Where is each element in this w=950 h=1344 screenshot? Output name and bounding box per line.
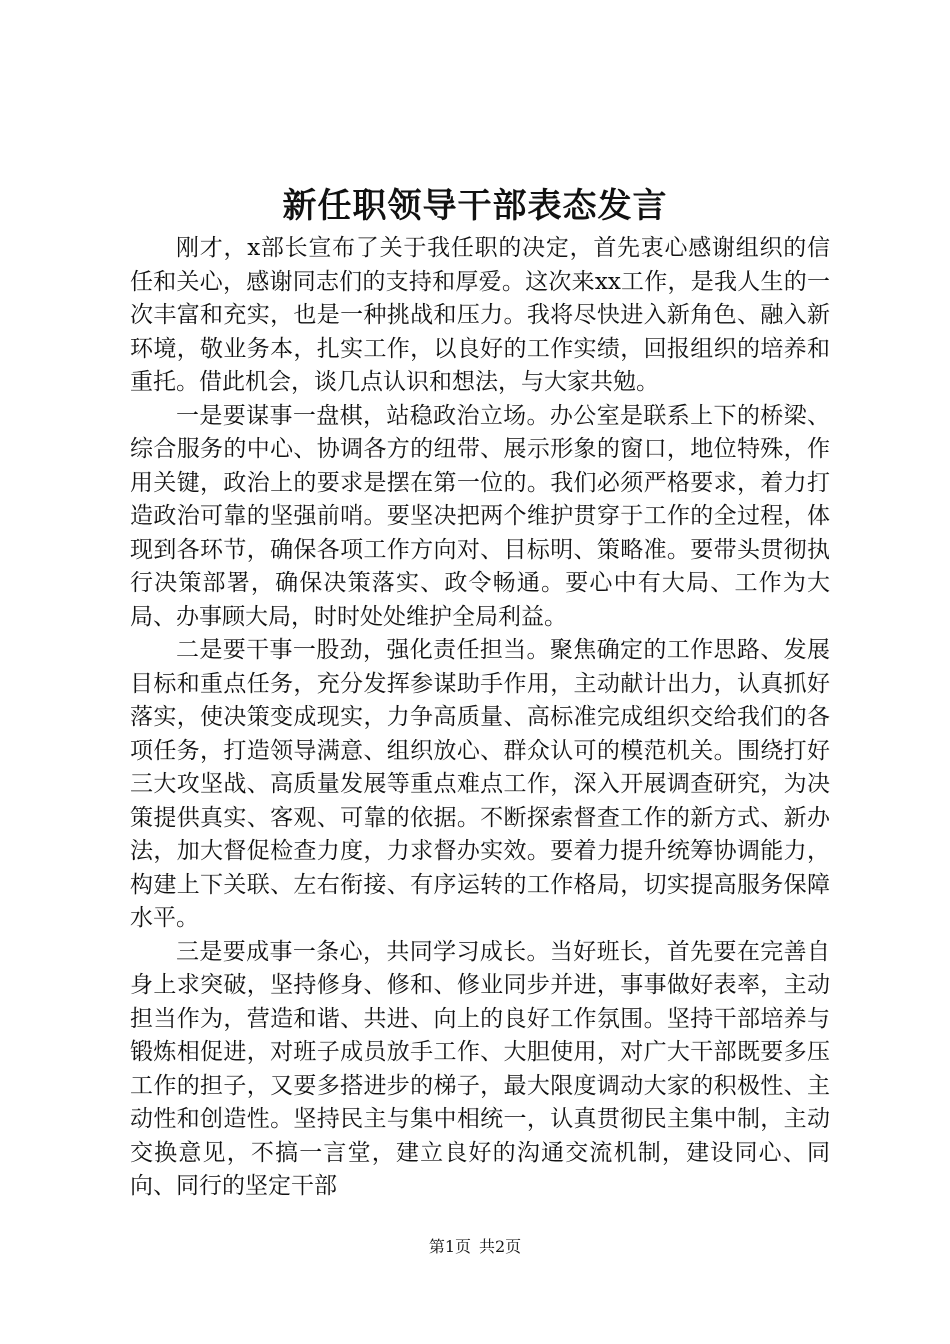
paragraph-point-two: 二是要干事一股劲，强化责任担当。聚焦确定的工作思路、发展目标和重点任务，充分发挥参谋助手作用，主动献计出力，认真抓好落实，使决策变成现实，力争高质量、高标准完成组织交给我们的各项任务，打造领导满意、组织放心、群众认可的模范机关。围绕打好三大攻坚战、高质量发展等重点难点工作，深入开展调查研究，为决策提供真实、客观、可靠的依据。不断探索督查工作的新方式、新办法，加大督促检查力度，力求督办实效。要着力提升统筹协调能力，构建上下关联、左右衔接、有序运转的工作格局，切实提高服务保障水平。 xyxy=(130,637,830,931)
paragraph-point-three: 三是要成事一条心，共同学习成长。当好班长，首先要在完善自身上求突破，坚持修身、修和、修业同步并进，事事做好表率，主动担当作为，营造和谐、共进、向上的良好工作氛围。坚持干部培养与锻炼相促进，对班子成员放手工作、大胆使用，对广大干部既要多压工作的担子，又要多搭进步的梯子，最大限度调动大家的积极性、主动性和创造性。坚持民主与集中相统一，认真贯彻民主集中制，主动交换意见，不搞一言堂，建立良好的沟通交流机制，建设同心、同向、同行的坚定干部 xyxy=(130,938,830,1199)
page-total: 共2页 xyxy=(479,1237,522,1256)
page-footer xyxy=(0,1236,950,1258)
page-number: 第1页 xyxy=(428,1237,471,1256)
paragraph-intro: 刚才，x部长宣布了关于我任职的决定，首先衷心感谢组织的信任和关心，感谢同志们的支持和厚爱。这次来xx工作，是我人生的一次丰富和充实，也是一种挑战和压力。我将尽快进入新角色、融入新环境，敬业务本，扎实工作，以良好的工作实绩，回报组织的培养和重托。借此机会，谈几点认识和想法，与大家共勉。 xyxy=(130,235,830,395)
document-body xyxy=(130,232,830,1204)
document-title: 新任职领导干部表态发言 xyxy=(282,186,668,226)
paragraph-point-one: 一是要谋事一盘棋，站稳政治立场。办公室是联系上下的桥梁、综合服务的中心、协调各方的纽带、展示形象的窗口，地位特殊，作用关键，政治上的要求是摆在第一位的。我们必须严格要求，着力打造政治可靠的坚强前哨。要坚决把两个维护贯穿于工作的全过程，体现到各环节，确保各项工作方向对、目标明、策略准。要带头贯彻执行决策部署，确保决策落实、政令畅通。要心中有大局、工作为大局、办事顾大局，时时处处维护全局利益。 xyxy=(130,402,830,630)
